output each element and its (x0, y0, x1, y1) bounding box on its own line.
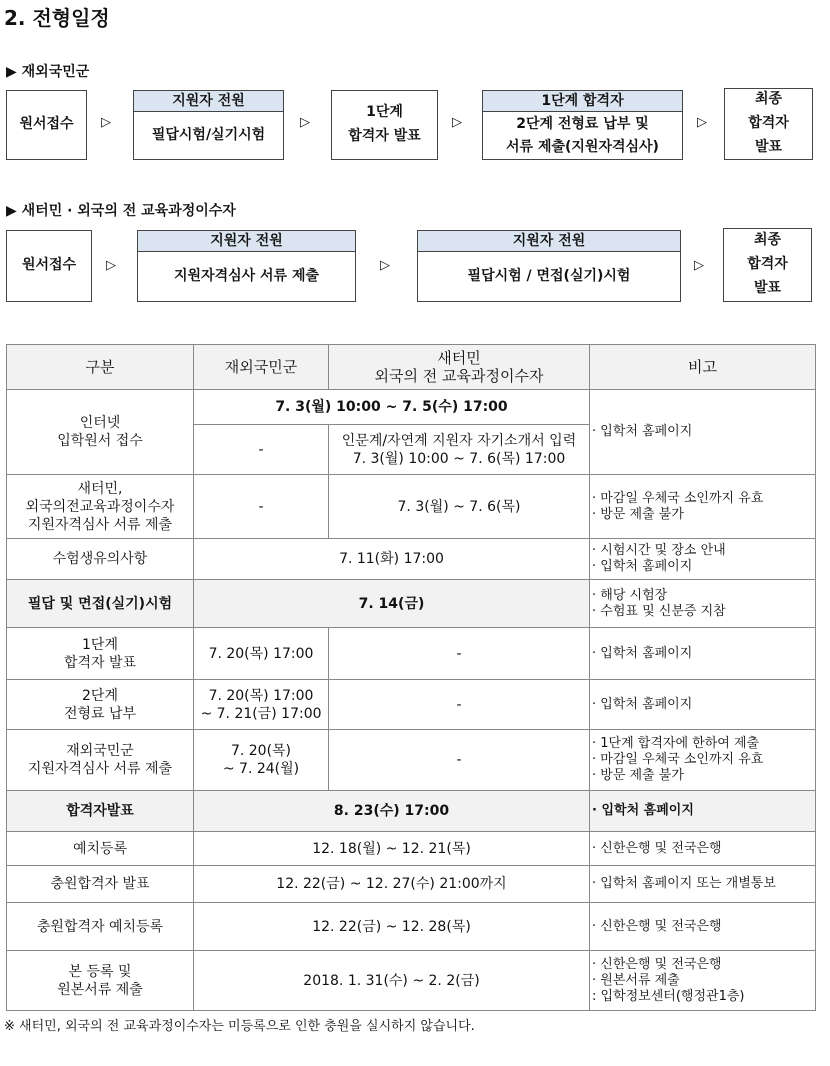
row-note-line: · 마감일 우체국 소인까지 유효 (592, 490, 764, 506)
row-note (590, 580, 816, 628)
row-label: 충원합격자 발표 (7, 866, 194, 903)
schedule-table (6, 344, 816, 1011)
flow1-step-final (724, 88, 813, 160)
flow2-step1-label: 원서접수 (21, 257, 77, 274)
flow1-heading: ▶ 재외국민군 (6, 64, 90, 80)
row-note-line: · 마감일 우체국 소인까지 유효 (592, 752, 764, 767)
row-cell-line: ~ 7. 24(월) (222, 761, 300, 777)
flow1-step5-line3: 발표 (754, 138, 783, 155)
flow1-step1-label: 원서접수 (19, 116, 74, 133)
flow1-step4-head: 1단계 합격자 (483, 91, 682, 112)
flow1-step-first-result (331, 90, 438, 160)
row-label-line: 입학원서 접수 (57, 433, 143, 449)
flow2-step4-line1: 최종 (753, 232, 782, 249)
row-label-line: 새터민, (77, 480, 123, 497)
row-note: · 신한은행 및 전국은행 (590, 903, 816, 951)
flow2-heading: ▶ 새터민 · 외국의 전 교육과정이수자 (6, 203, 236, 219)
row-date: 12. 22(금) ~ 12. 27(수) 21:00까지 (194, 866, 590, 903)
table-row (7, 680, 816, 730)
table-header-row (7, 345, 816, 390)
row-note-line: · 신한은행 및 전국은행 (592, 956, 722, 972)
table-row (7, 832, 816, 866)
row-note: · 입학처 홈페이지 (590, 791, 816, 832)
row-cell: - (194, 425, 329, 475)
row-label-line: 2단계 (82, 687, 118, 704)
flow2-step3-body: 필답시험 / 면접(실기)시험 (467, 268, 631, 285)
row-note-line: · 원본서류 제출 (592, 972, 680, 988)
row-label-line: 전형료 납부 (63, 705, 137, 722)
row-cell: - (329, 730, 590, 791)
row-label: 수험생유의사항 (7, 539, 194, 580)
row-label (7, 390, 194, 475)
flow1-step-exam (133, 90, 284, 160)
row-label: 예치등록 (7, 832, 194, 866)
table-row (7, 730, 816, 791)
row-note: · 입학처 홈페이지 (590, 680, 816, 730)
row-cell-line: 7. 20(목) 17:00 (208, 687, 314, 704)
flow1-step5-line1: 최종 (754, 91, 783, 108)
flow2-step2-body: 지원자격심사 서류 제출 (174, 268, 319, 285)
flow2-step-exam (417, 230, 681, 302)
col-header-note: 비고 (590, 345, 816, 390)
table-row (7, 791, 816, 832)
row-cell: 7. 20(목) 17:00 (194, 628, 329, 680)
row-label (7, 951, 194, 1011)
row-label-line: 지원자격심사 서류 제출 (27, 516, 173, 533)
row-label (7, 475, 194, 539)
col-header-defector-line2: 외국의 전 교육과정이수자 (374, 367, 544, 385)
col-header-defector (329, 345, 590, 390)
row-cell-line: 7. 20(목) (230, 743, 292, 759)
flow1-step4-line2: 서류 제출(지원자격심사) (506, 138, 659, 155)
table-row (7, 866, 816, 903)
row-note: · 신한은행 및 전국은행 (590, 832, 816, 866)
flow2-step-apply (6, 230, 92, 302)
arrow-icon: ▷ (101, 115, 111, 130)
row-note-line: · 입학처 홈페이지 (592, 559, 693, 574)
flow2-step3-head: 지원자 전원 (418, 231, 680, 252)
row-date: 8. 23(수) 17:00 (194, 791, 590, 832)
table-row (7, 903, 816, 951)
row-label-line: 원본서류 제출 (57, 981, 143, 998)
row-label-line: 1단계 (82, 636, 118, 653)
row-note (590, 539, 816, 580)
row-label-line: 본 등록 및 (68, 963, 132, 980)
row-label (7, 730, 194, 791)
flow2-step-docs (137, 230, 356, 302)
row-note-line: · 방문 제출 불가 (592, 506, 684, 522)
row-label-line: 인터넷 (79, 415, 121, 431)
flow1-step5-line2: 합격자 (748, 115, 789, 132)
arrow-icon: ▷ (380, 258, 390, 273)
row-label (7, 628, 194, 680)
row-note (590, 730, 816, 791)
table-row (7, 475, 816, 539)
arrow-icon: ▷ (697, 115, 707, 130)
row-date: 7. 11(화) 17:00 (194, 539, 590, 580)
col-header-defector-line1: 새터민 (437, 349, 481, 367)
row-date: 7. 3(월) 10:00 ~ 7. 5(수) 17:00 (194, 390, 590, 425)
table-row (7, 580, 816, 628)
flow1-step4-line1: 2단계 전형료 납부 및 (516, 116, 649, 133)
table-row (7, 539, 816, 580)
row-note-line: · 시험시간 및 장소 안내 (592, 543, 726, 558)
row-date: 12. 18(월) ~ 12. 21(목) (194, 832, 590, 866)
row-cell-line: 인문계/자연계 지원자 자기소개서 입력 (341, 432, 577, 449)
row-label-line: 재외국민군 (66, 743, 134, 759)
row-cell: - (329, 628, 590, 680)
row-note-line: · 방문 제출 불가 (592, 768, 684, 783)
table-row (7, 951, 816, 1011)
row-cell-line: ~ 7. 21(금) 17:00 (200, 705, 322, 722)
row-label-line: 지원자격심사 서류 제출 (27, 761, 173, 777)
arrow-icon: ▷ (694, 258, 704, 273)
row-note-line: · 수험표 및 신분증 지참 (592, 603, 726, 619)
row-label: 합격자발표 (7, 791, 194, 832)
row-cell (194, 680, 329, 730)
row-label-line: 합격자 발표 (63, 654, 137, 671)
flow1-step3-line2: 합격자 발표 (348, 128, 421, 144)
row-note: · 입학처 홈페이지 (590, 628, 816, 680)
flow1-step-apply (6, 90, 87, 160)
arrow-icon: ▷ (106, 258, 116, 273)
flow2-step-final (723, 228, 812, 302)
flow1-step2-head: 지원자 전원 (134, 91, 283, 112)
row-note-line: · 해당 시험장 (592, 587, 668, 603)
row-note-line: : 입학정보센터(행정관1층) (592, 988, 745, 1004)
row-note (590, 951, 816, 1011)
row-label (7, 680, 194, 730)
row-note: · 입학처 홈페이지 또는 개별통보 (590, 866, 816, 903)
flow2-step4-line2: 합격자 (747, 256, 788, 273)
row-note (590, 475, 816, 539)
row-cell: - (329, 680, 590, 730)
footnote: ※ 새터민, 외국의 전 교육과정이수자는 미등록으로 인한 충원을 실시하지 않습니다. (4, 1019, 475, 1034)
row-note-line: · 1단계 합격자에 한하여 제출 (592, 736, 760, 751)
row-date: 7. 14(금) (194, 580, 590, 628)
arrow-icon: ▷ (300, 115, 310, 130)
table-row (7, 390, 816, 425)
row-cell: 7. 3(월) ~ 7. 6(목) (329, 475, 590, 539)
flow2-step2-head: 지원자 전원 (138, 231, 355, 252)
row-date: 2018. 1. 31(수) ~ 2. 2(금) (194, 951, 590, 1011)
row-label: 충원합격자 예치등록 (7, 903, 194, 951)
col-header-overseas: 재외국민군 (194, 345, 329, 390)
row-cell: - (194, 475, 329, 539)
flow1-step2-body: 필답시험/실기시험 (151, 127, 266, 144)
row-label: 필답 및 면접(실기)시험 (7, 580, 194, 628)
row-cell (329, 425, 590, 475)
row-date: 12. 22(금) ~ 12. 28(목) (194, 903, 590, 951)
table-row (7, 628, 816, 680)
col-header-category: 구분 (7, 345, 194, 390)
flow1-step3-line1: 1단계 (366, 104, 403, 121)
arrow-icon: ▷ (452, 115, 462, 130)
page-title: 2. 전형일정 (4, 6, 110, 30)
row-cell-line: 7. 3(월) 10:00 ~ 7. 6(목) 17:00 (352, 450, 566, 467)
row-cell (194, 730, 329, 791)
row-note: · 입학처 홈페이지 (590, 390, 816, 475)
flow2-step4-line3: 발표 (753, 279, 782, 296)
flow1-step-second (482, 90, 683, 160)
row-label-line: 외국의전교육과정이수자 (25, 498, 175, 515)
